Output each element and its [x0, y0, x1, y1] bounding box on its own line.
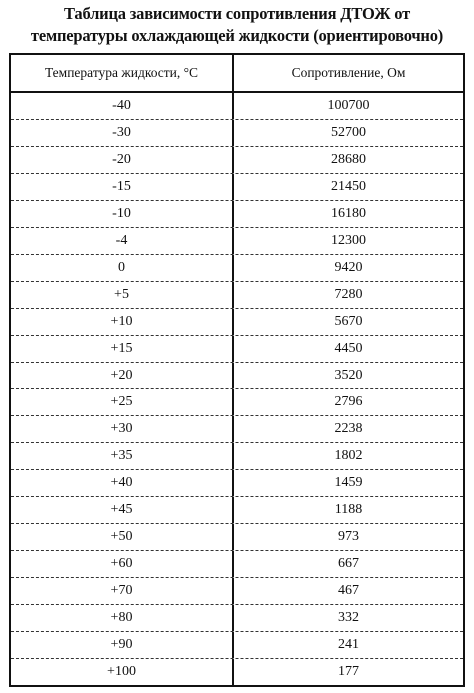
table-row: [11, 416, 463, 443]
temperature-cell: +60: [11, 551, 234, 577]
table-row: [11, 443, 463, 470]
temperature-cell: +40: [11, 470, 234, 496]
title-line-1: Таблица зависимости сопротивления ДТОЖ от: [64, 4, 410, 23]
table-row: [11, 201, 463, 228]
temperature-cell: -20: [11, 147, 234, 173]
table-row: [11, 363, 463, 390]
temperature-cell: -10: [11, 201, 234, 227]
resistance-cell: 973: [338, 529, 359, 545]
temperature-cell: -4: [11, 228, 234, 254]
temperature-cell: +50: [11, 524, 234, 550]
header-temperature: Температура жидкости, °С: [11, 55, 234, 91]
table-row: [11, 282, 463, 309]
table-row: [11, 578, 463, 605]
resistance-cell: 2238: [334, 421, 363, 437]
resistance-cell: 467: [338, 583, 359, 599]
title-line-2: температуры охлаждающей жидкости (ориентировочно): [30, 26, 444, 45]
table-row: [11, 524, 463, 551]
resistance-cell: 16180: [331, 205, 366, 221]
resistance-cell: 4450: [334, 340, 363, 356]
table-body: [11, 93, 463, 685]
resistance-cell: 100700: [327, 97, 370, 113]
resistance-cell: 3520: [334, 367, 363, 383]
resistance-cell: 12300: [331, 232, 366, 248]
temperature-cell: +10: [11, 309, 234, 335]
resistance-cell: 9420: [334, 259, 363, 275]
table-row: [11, 120, 463, 147]
resistance-cell: 1188: [334, 502, 363, 518]
table-row: [11, 632, 463, 659]
page-title: [0, 3, 474, 47]
table-header-row: [11, 55, 463, 93]
temperature-cell: +100: [11, 659, 234, 685]
temperature-cell: -40: [11, 93, 234, 119]
resistance-cell: 52700: [331, 124, 366, 140]
temperature-cell: +80: [11, 605, 234, 631]
table-row: [11, 497, 463, 524]
temperature-cell: +45: [11, 497, 234, 523]
resistance-cell: 7280: [334, 286, 363, 302]
temperature-cell: -30: [11, 120, 234, 146]
resistance-cell: 28680: [331, 151, 366, 167]
header-resistance: Сопротивление, Ом: [291, 65, 406, 80]
resistance-cell: 1459: [334, 475, 363, 491]
resistance-cell: 177: [338, 663, 359, 679]
temperature-cell: +15: [11, 336, 234, 362]
table-row: [11, 470, 463, 497]
table-row: [11, 309, 463, 336]
table-row: [11, 659, 463, 685]
temperature-cell: +70: [11, 578, 234, 604]
table-row: [11, 605, 463, 632]
temperature-cell: +25: [11, 389, 234, 415]
table-row: [11, 174, 463, 201]
table-row: [11, 147, 463, 174]
temperature-cell: +20: [11, 363, 234, 389]
resistance-cell: 5670: [334, 313, 363, 329]
resistance-cell: 241: [338, 637, 359, 653]
table-row: [11, 93, 463, 120]
resistance-cell: 2796: [334, 394, 363, 410]
resistance-cell: 667: [338, 556, 359, 572]
resistance-cell: 332: [338, 610, 359, 626]
table-row: [11, 255, 463, 282]
table-row: [11, 336, 463, 363]
temperature-cell: +35: [11, 443, 234, 469]
temperature-cell: +90: [11, 632, 234, 658]
temperature-cell: +5: [11, 282, 234, 308]
temperature-cell: -15: [11, 174, 234, 200]
temperature-cell: 0: [11, 255, 234, 281]
resistance-table: [9, 53, 465, 687]
table-row: [11, 389, 463, 416]
table-row: [11, 228, 463, 255]
resistance-cell: 1802: [334, 448, 363, 464]
temperature-cell: +30: [11, 416, 234, 442]
table-row: [11, 551, 463, 578]
resistance-cell: 21450: [331, 178, 366, 194]
